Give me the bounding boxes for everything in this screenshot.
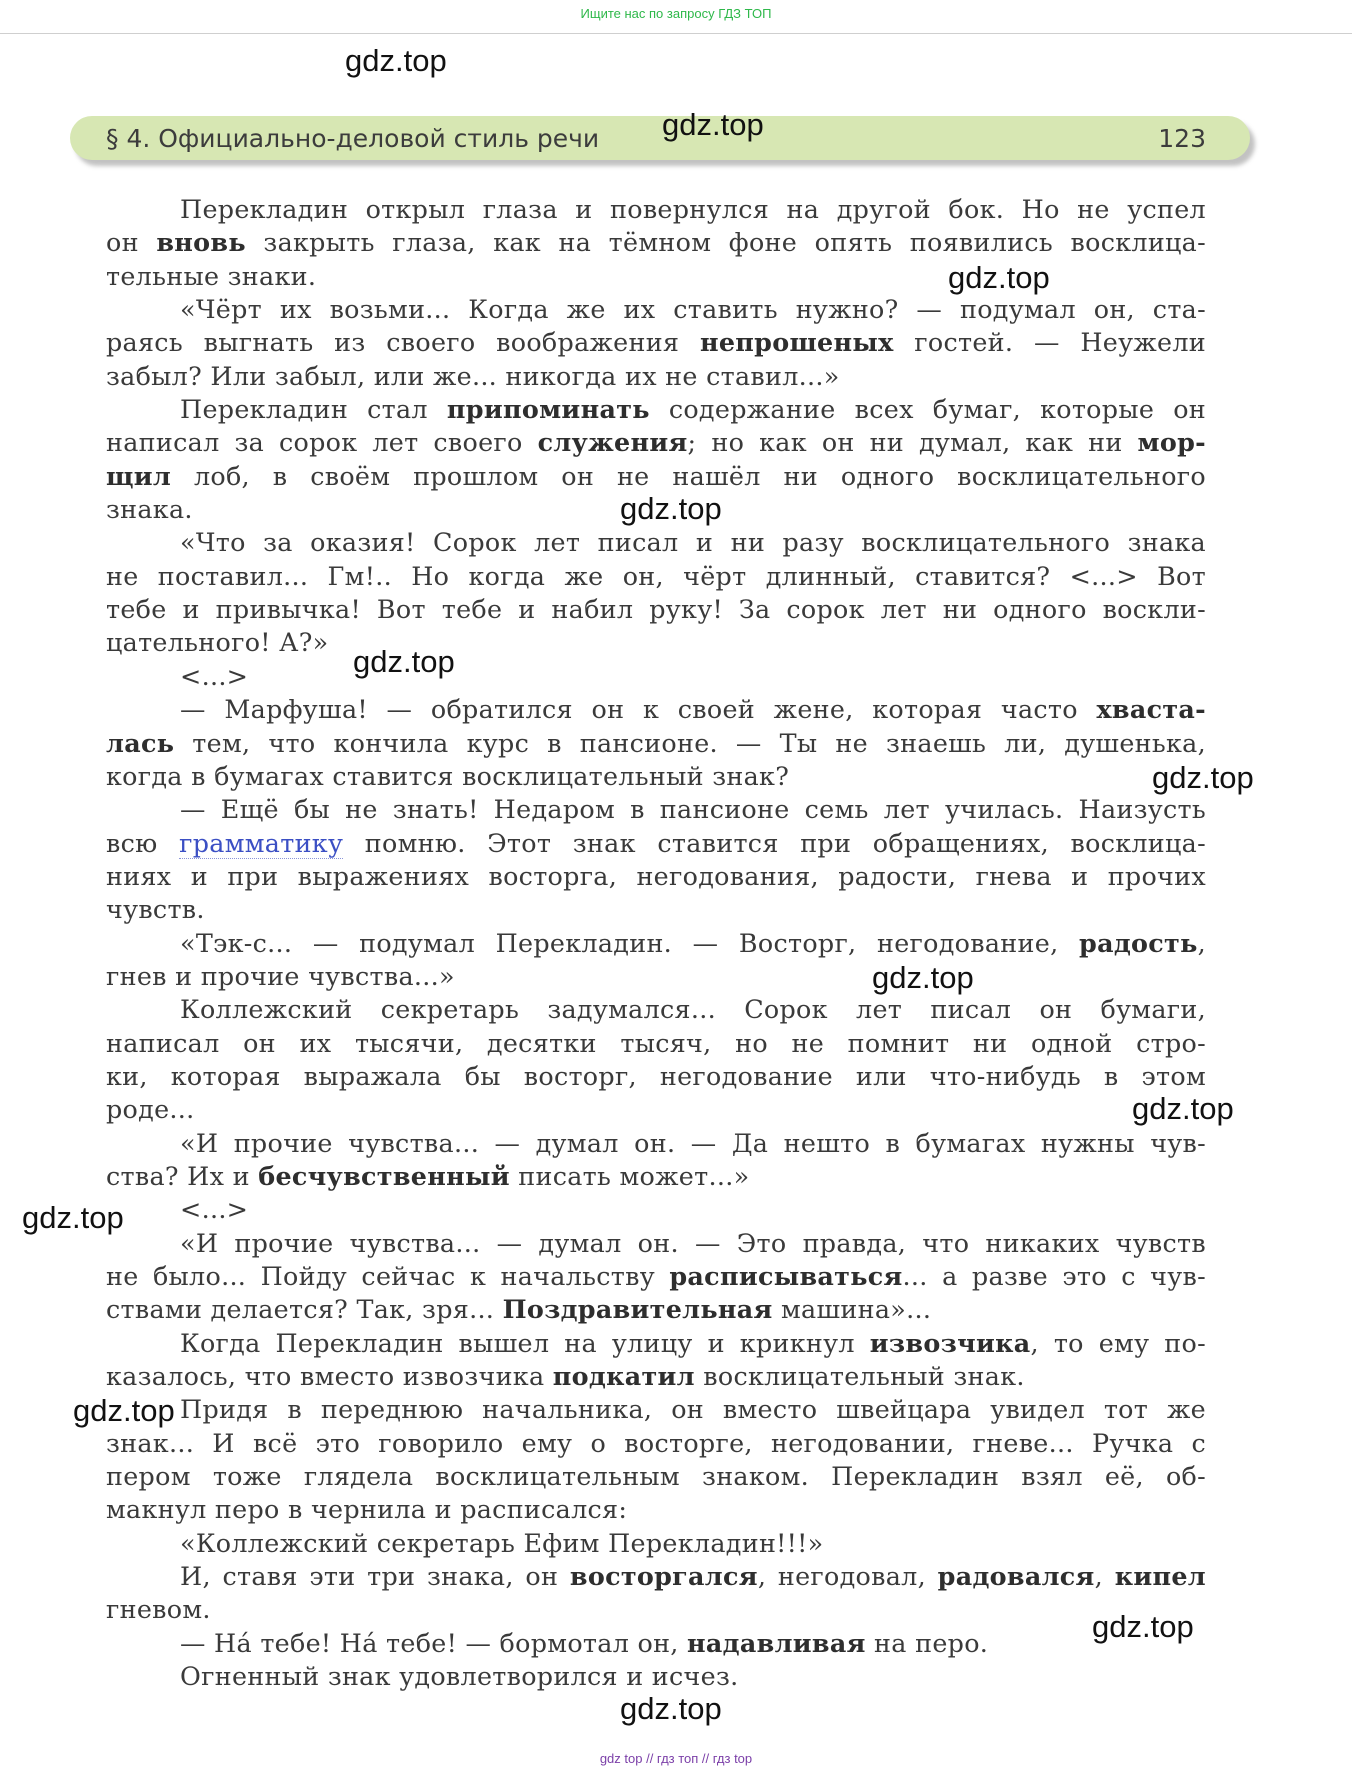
page-header [70,116,1250,160]
text-line: не поставил... Гм!.. Но когда же он, чёрт длинный, ставится? <...> Вот [106,560,1206,591]
watermark: gdz.top [73,1393,175,1428]
text-line: — Ещё бы не знать! Недаром в пансионе семь лет училась. Наизусть [180,794,1206,825]
watermark: gdz.top [22,1200,124,1235]
footer-text: gdz top // гдз топ // гдз top [599,1751,753,1766]
page-number: 123 [1158,124,1206,153]
text-line: ствами делается? Так, зря... Поздравительная машина»... [106,1294,932,1325]
text-line: И, ставя эти три знака, он восторгался, негодовал, радовался, кипел [180,1561,1206,1592]
watermark: gdz.top [872,960,974,995]
text-line: казалось, что вместо извозчика подкатил восклицательный знак. [106,1361,1025,1392]
text-line: «И прочие чувства... — думал он. — Да нешто в бумагах нужны чув- [180,1127,1206,1158]
top-banner [0,0,1352,34]
text-line: Перекладин стал припоминать содержание всех бумаг, которые он [180,394,1207,425]
text-line: — Марфуша! — обратился он к своей жене, которая часто хваста- [180,694,1206,725]
text-line: написал за сорок лет своего служения; но как он ни думал, как ни мор- [106,427,1206,458]
text-line: написал он их тысячи, десятки тысяч, но не помнит ни одной стро- [106,1027,1206,1058]
text-line: пером тоже глядела восклицательным знаком. Перекладин взял её, об- [106,1461,1206,1492]
text-line: Огненный знак удовлетворился и исчез. [180,1661,739,1692]
text-line: ки, которая выражала бы восторг, негодование или что-нибудь в этом [106,1060,1206,1091]
watermark: gdz.top [1092,1609,1194,1644]
text-line: <...> [180,660,249,691]
section-title: § 4. Официально-деловой стиль речи [106,124,600,153]
text-line: «И прочие чувства... — думал он. — Это правда, что никаких чувств [180,1227,1206,1258]
text-line: щил лоб, в своём прошлом он не нашёл ни одного восклицательного [106,460,1206,491]
text-line: гневом. [106,1594,211,1625]
text-line: чувств. [106,894,205,925]
watermark: gdz.top [620,491,722,526]
text-line: роде... [106,1094,195,1125]
text-line: всю грамматику помню. Этот знак ставится при обращениях, восклица- [106,827,1206,858]
text-line: «Что за оказия! Сорок лет писал и ни разу восклицательного знака [180,527,1206,558]
watermark: gdz.top [1152,760,1254,795]
text-line: — На́ тебе! На́ тебе! — бормотал он, надавливая на перо. [180,1627,989,1658]
watermark: gdz.top [353,644,455,679]
text-line: <...> [180,1194,249,1225]
grammar-link[interactable]: грамматику [179,827,344,858]
text-line: когда в бумагах ставится восклицательный знак? [106,760,790,791]
text-line: ства? Их и бесчувственный писать может...» [106,1160,750,1191]
text-line: «Тэк-с... — подумал Перекладин. — Восторг, негодование, радость, [180,927,1206,958]
text-line: раясь выгнать из своего воображения непрошеных гостей. — Неужели [106,327,1206,358]
text-line: макнул перо в чернила и расписался: [106,1494,628,1525]
text-line: он вновь закрыть глаза, как на тёмном фоне опять появились восклица- [106,227,1206,258]
story-text [106,193,1206,1693]
text-line: лась тем, что кончила курс в пансионе. — Ты не знаешь ли, душенька, [106,727,1206,758]
text-line: «Коллежский секретарь Ефим Перекладин!!!» [180,1527,824,1558]
text-line: забыл? Или забыл, или же... никогда их не ставил...» [106,360,840,391]
text-line: тебе и привычка! Вот тебе и набил руку! За сорок лет ни одного воскли- [106,594,1206,625]
watermark: gdz.top [948,260,1050,295]
text-line: ниях и при выражениях восторга, негодования, радости, гнева и прочих [106,860,1206,891]
text-line: не было... Пойду сейчас к начальству расписываться... а разве это с чув- [106,1261,1206,1291]
watermark: gdz.top [1132,1091,1234,1126]
text-line: Коллежский секретарь задумался... Сорок лет писал он бумаги, [180,994,1206,1025]
watermark: gdz.top [662,107,764,142]
text-line: тельные знаки. [106,260,317,291]
text-line: знак... И всё это говорило ему о восторге, негодовании, гневе... Ручка с [106,1427,1206,1458]
text-line: гнев и прочие чувства...» [106,960,455,991]
text-line: знака. [106,494,193,525]
text-line: Когда Перекладин вышел на улицу и крикнул извозчика, то ему по- [180,1327,1206,1358]
text-line: Перекладин открыл глаза и повернулся на другой бок. Но не успел [180,194,1206,224]
text-line: «Чёрт их возьми... Когда же их ставить нужно? — подумал он, ста- [180,294,1206,325]
top-banner-text: Ищите нас по запросу ГДЗ ТОП [580,6,772,21]
text-line: цательного! А?» [106,627,329,658]
watermark: gdz.top [620,1691,722,1726]
text-line: Придя в переднюю начальника, он вместо швейцара увидел тот же [180,1394,1206,1425]
watermark: gdz.top [345,43,447,78]
